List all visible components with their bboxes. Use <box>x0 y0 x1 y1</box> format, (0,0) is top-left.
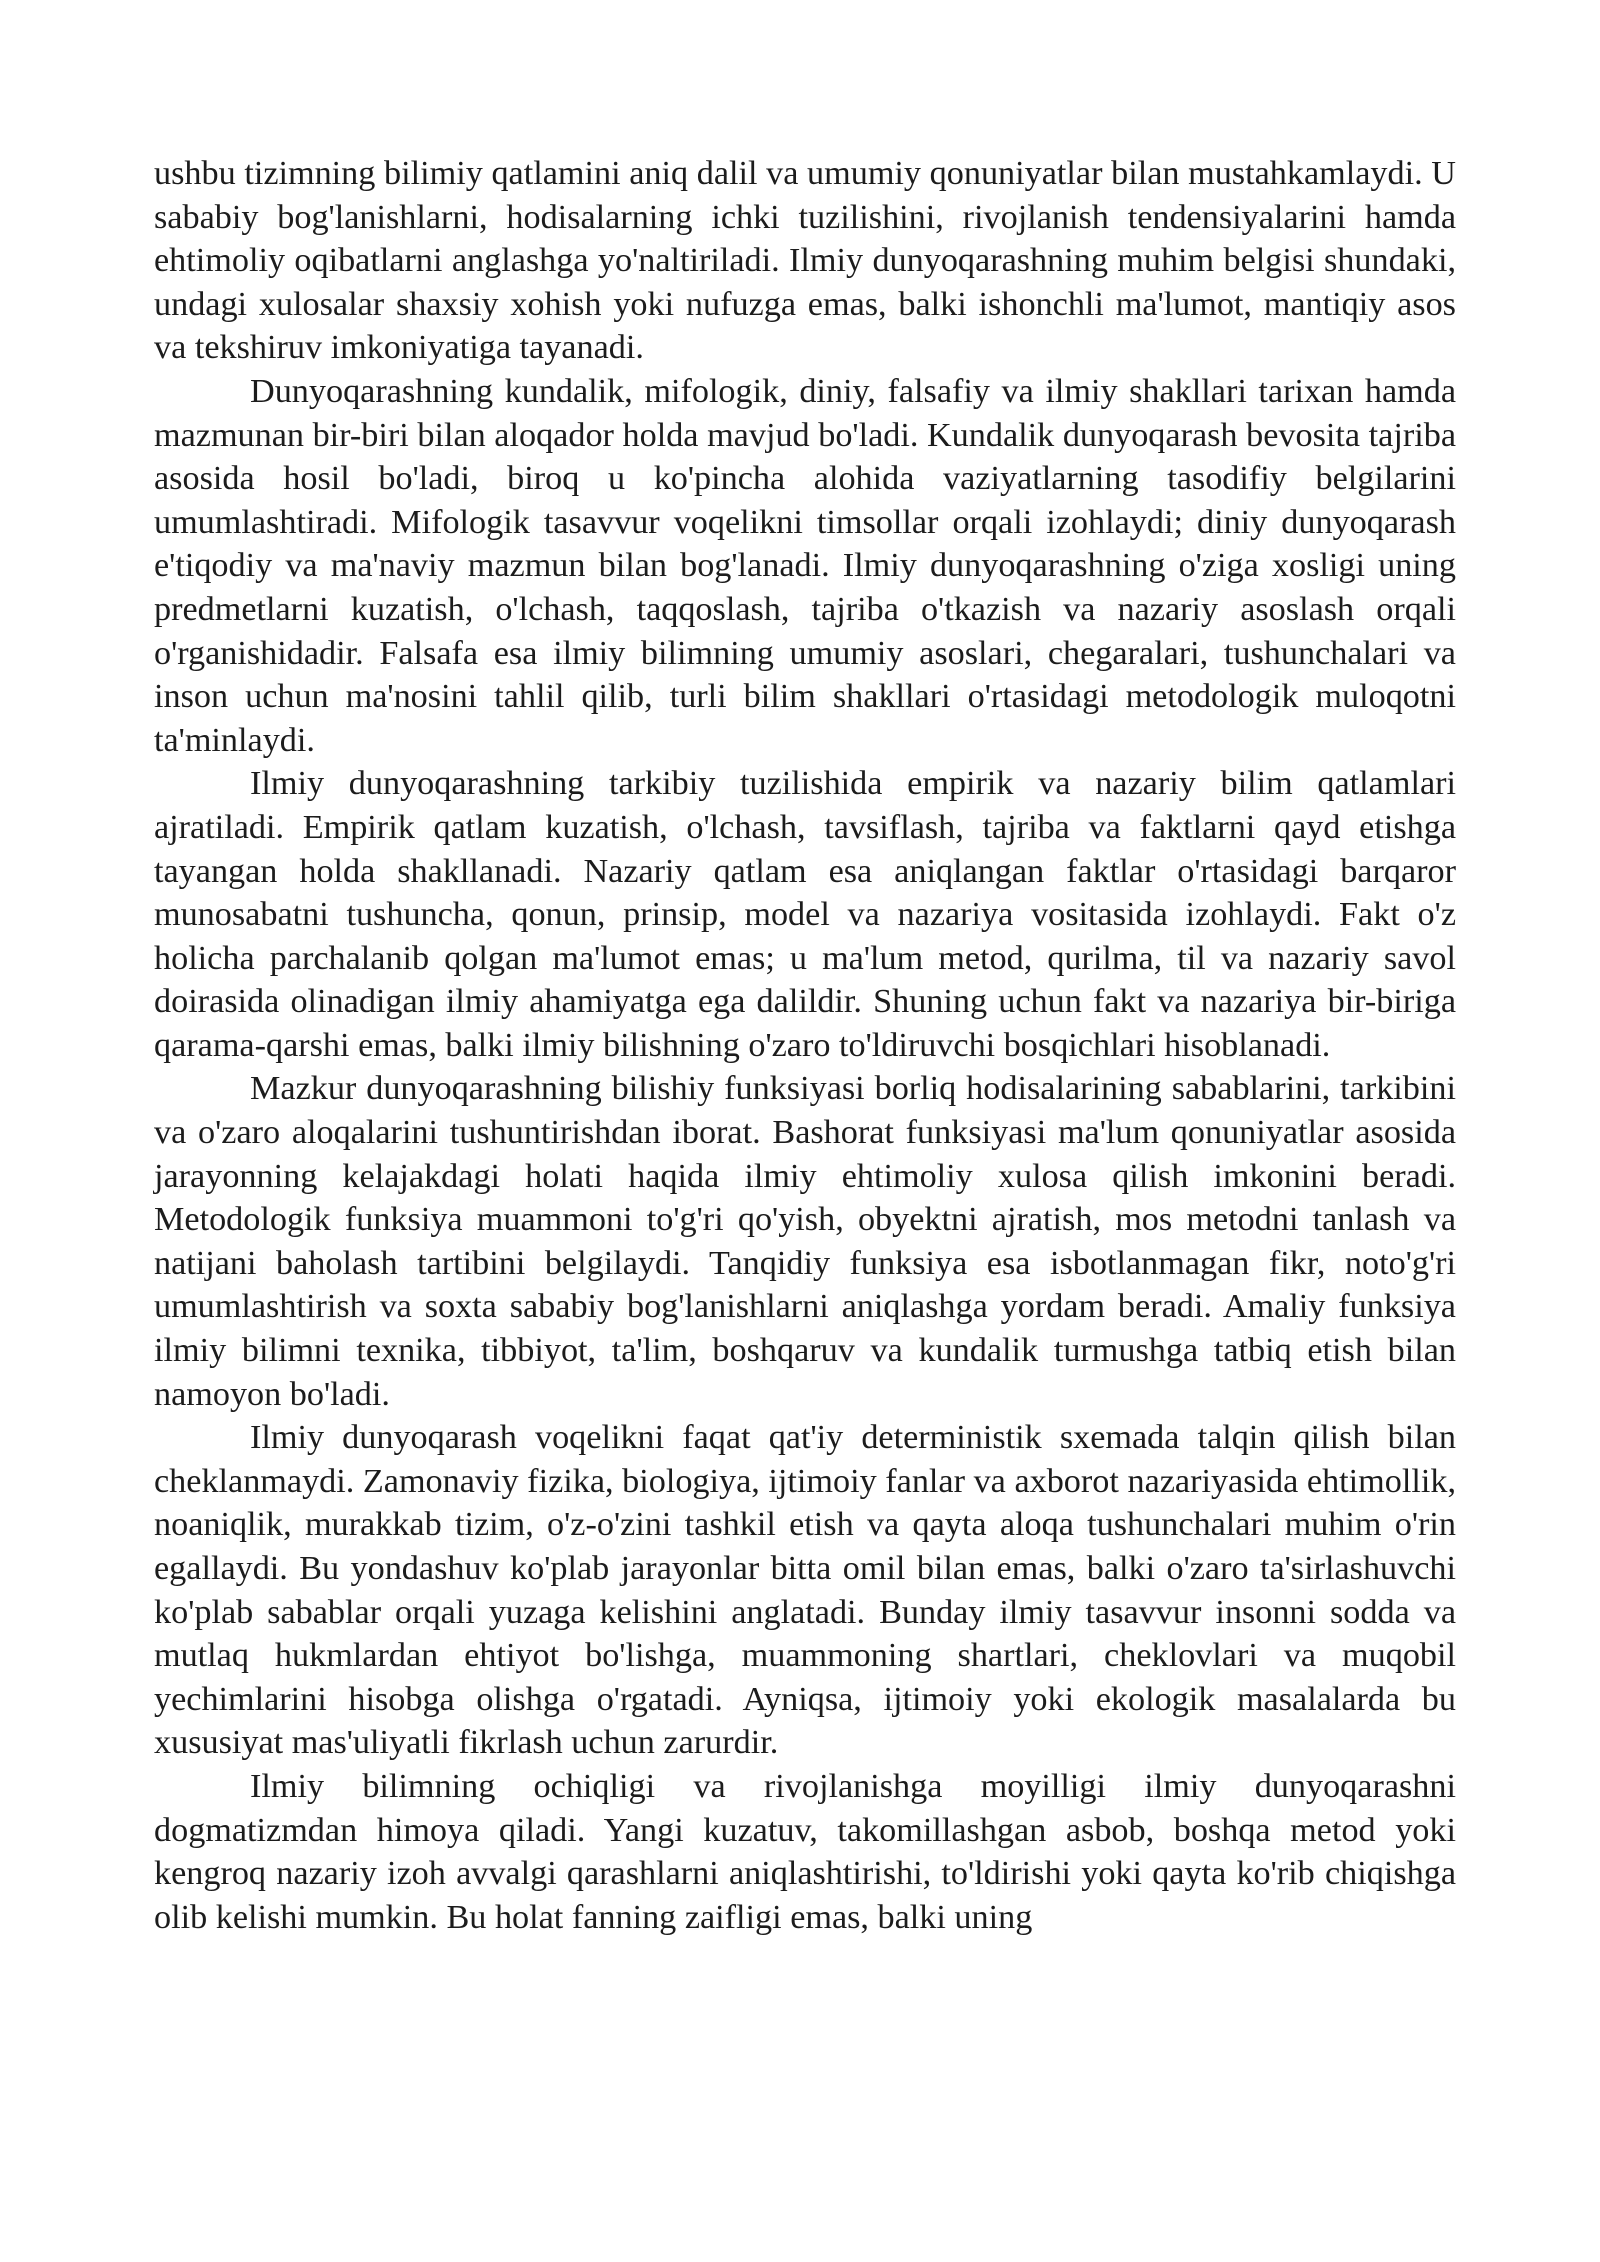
document-body <box>154 152 1456 1939</box>
paragraph-4: Mazkur dunyoqarashning bilishiy funksiyasi borliq hodisalarining sabablarini, tarkibini va o'zaro aloqalarini tushuntirishdan iborat. Bashorat funksiyasi ma'lum qonuniyatlar asosida jarayonning kelajakdagi holati haqida ilmiy ehtimoliy xulosa qilish imkonini beradi. Metodologik funksiya muammoni to'g'ri qo'yish, obyektni ajratish, mos metodni tanlash va natijani baholash tartibini belgilaydi. Tanqidiy funksiya esa isbotlanmagan fikr, noto'g'ri umumlashtirish va soxta sababiy bog'lanishlarni aniqlashga yordam beradi. Amaliy funksiya ilmiy bilimni texnika, tibbiyot, ta'lim, boshqaruv va kundalik turmushga tatbiq etish bilan namoyon bo'ladi. <box>154 1070 1456 1413</box>
paragraph-5: Ilmiy dunyoqarash voqelikni faqat qat'iy deterministik sxemada talqin qilish bilan cheklanmaydi. Zamonaviy fizika, biologiya, ijtimoiy fanlar va axborot nazariyasida ehtimollik, noaniqlik, murakkab tizim, o'z-o'zini tashkil etish va qayta aloqa tushunchalari muhim o'rin egallaydi. Bu yondashuv ko'plab jarayonlar bitta omil bilan emas, balki o'zaro ta'sirlashuvchi ko'plab sabablar orqali yuzaga kelishini anglatadi. Bunday ilmiy tasavvur insonni sodda va mutlaq hukmlardan ehtiyot bo'lishga, muammoning shartlari, cheklovlari va muqobil yechimlarini hisobga olishga o'rgatadi. Ayniqsa, ijtimoiy yoki ekologik masalalarda bu xususiyat mas'uliyatli fikrlash uchun zarurdir. <box>154 1419 1456 1762</box>
paragraph-2: Dunyoqarashning kundalik, mifologik, diniy, falsafiy va ilmiy shakllari tarixan hamda mazmunan bir-biri bilan aloqador holda mavjud bo'ladi. Kundalik dunyoqarash bevosita tajriba asosida hosil bo'ladi, biroq u ko'pincha alohida vaziyatlarning tasodifiy belgilarini umumlashtiradi. Mifologik tasavvur voqelikni timsollar orqali izohlaydi; diniy dunyoqarash e'tiqodiy va ma'naviy mazmun bilan bog'lanadi. Ilmiy dunyoqarashning o'ziga xosligi uning predmetlarni kuzatish, o'lchash, taqqoslash, tajriba o'tkazish va nazariy asoslash orqali o'rganishidadir. Falsafa esa ilmiy bilimning umumiy asoslari, chegaralari, tushunchalari va inson uchun ma'nosini tahlil qilib, turli bilim shakllari o'rtasidagi metodologik muloqotni ta'minlaydi. <box>154 372 1456 759</box>
paragraph-3: Ilmiy dunyoqarashning tarkibiy tuzilishida empirik va nazariy bilim qatlamlari ajratiladi. Empirik qatlam kuzatish, o'lchash, tavsiflash, tajriba va faktlarni qayd etishga tayangan holda shakllanadi. Nazariy qatlam esa aniqlangan faktlar o'rtasidagi barqaror munosabatni tushuncha, qonun, prinsip, model va nazariya vositasida izohlaydi. Fakt o'z holicha parchalanib qolgan ma'lumot emas; u ma'lum metod, qurilma, til va nazariy savol doirasida olinadigan ilmiy ahamiyatga ega dalildir. Shuning uchun fakt va nazariya bir-biriga qarama-qarshi emas, balki ilmiy bilishning o'zaro to'ldiruvchi bosqichlari hisoblanadi. <box>154 765 1456 1064</box>
paragraph-1: ushbu tizimning bilimiy qatlamini aniq dalil va umumiy qonuniyatlar bilan mustahkamlaydi. U sababiy bog'lanishlarni, hodisalarning ichki tuzilishini, rivojlanish tendensiyalarini hamda ehtimoliy oqibatlarni anglashga yo'naltiriladi. Ilmiy dunyoqarashning muhim belgisi shundaki, undagi xulosalar shaxsiy xohish yoki nufuzga emas, balki ishonchli ma'lumot, mantiqiy asos va tekshiruv imkoniyatiga tayanadi. <box>154 155 1456 367</box>
paragraph-6: Ilmiy bilimning ochiqligi va rivojlanishga moyilligi ilmiy dunyoqarashni dogmatizmdan himoya qiladi. Yangi kuzatuv, takomillashgan asbob, boshqa metod yoki kengroq nazariy izoh avvalgi qarashlarni aniqlashtirishi, to'ldirishi yoki qayta ko'rib chiqishga olib kelishi mumkin. Bu holat fanning zaifligi emas, balki uning <box>154 1767 1456 1936</box>
